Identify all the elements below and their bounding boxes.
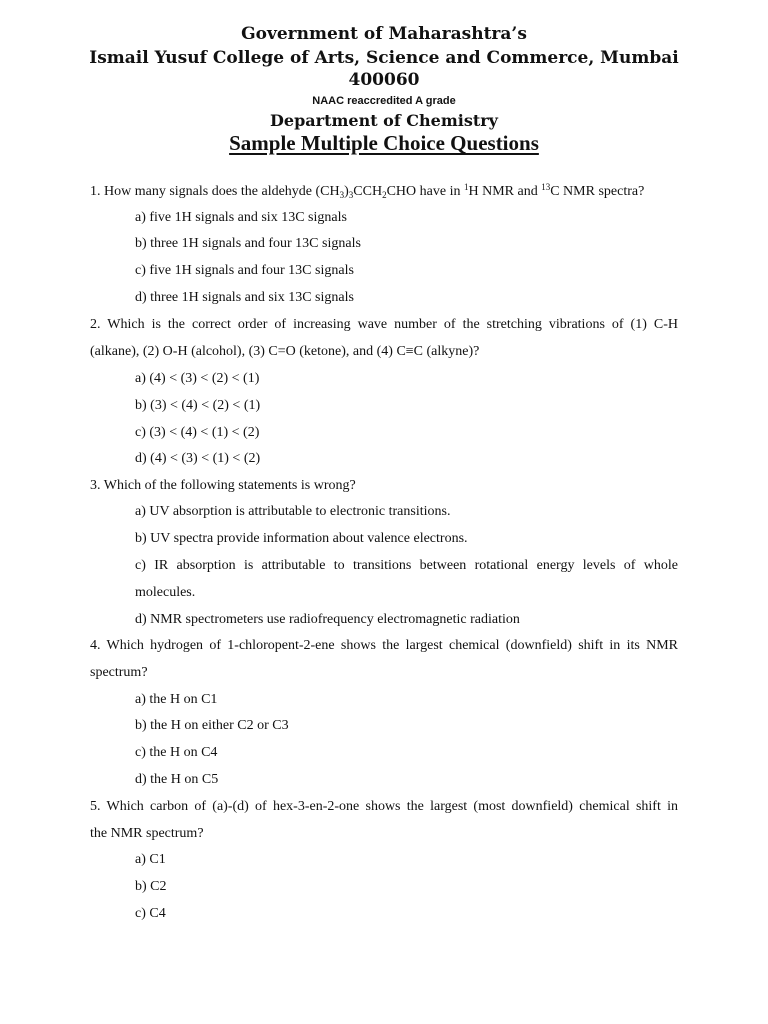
- q3-option-a: a) UV absorption is attributable to electronic transitions.: [135, 504, 451, 519]
- q3-option-b: b) UV spectra provide information about valence electrons.: [135, 531, 468, 546]
- question-5-line-2: the NMR spectrum?: [90, 826, 204, 841]
- q4-option-a: a) the H on C1: [135, 692, 218, 707]
- page-title: Sample Multiple Choice Questions: [229, 131, 539, 155]
- q4-option-c: c) the H on C4: [135, 745, 218, 760]
- q5-option-c: c) C4: [135, 906, 166, 921]
- question-5-line-1: 5. Which carbon of (a)-(d) of hex-3-en-2-one shows the largest (most downfield) chemical shift in: [90, 799, 678, 814]
- q3-option-c-line-1: c) IR absorption is attributable to transitions between rotational energy levels of whole: [135, 558, 678, 573]
- header-pincode: 400060: [348, 70, 420, 90]
- header-government: Government of Maharashtra’s: [241, 24, 527, 44]
- q1-option-b: b) three 1H signals and four 13C signals: [135, 236, 361, 251]
- question-4-line-1: 4. Which hydrogen of 1-chloropent-2-ene shows the largest chemical (downfield) shift in its NMR: [90, 638, 678, 653]
- question-2-line-2: (alkane), (2) O-H (alcohol), (3) C=O (ketone), and (4) C≡C (alkyne)?: [90, 344, 480, 359]
- q1-option-d: d) three 1H signals and six 13C signals: [135, 290, 354, 305]
- q1-option-c: c) five 1H signals and four 13C signals: [135, 263, 354, 278]
- header-college-name: Ismail Yusuf College of Arts, Science and Commerce, Mumbai: [89, 48, 679, 68]
- q2-option-c: c) (3) < (4) < (1) < (2): [135, 425, 260, 440]
- q2-option-d: d) (4) < (3) < (1) < (2): [135, 451, 261, 466]
- q4-option-b: b) the H on either C2 or C3: [135, 718, 289, 733]
- question-1: 1. How many signals does the aldehyde $(CH_3)_3CCH_2CHO$ have in $^1$H NMR and $^{13}$C NMR spectra?: [90, 182, 645, 200]
- q1-option-a: a) five 1H signals and six 13C signals: [135, 210, 347, 225]
- q3-option-c-line-2: molecules.: [135, 585, 196, 600]
- header-naac: NAAC reaccredited A grade: [312, 95, 456, 107]
- q3-option-d: d) NMR spectrometers use radiofrequency electromagnetic radiation: [135, 612, 520, 627]
- question-4-line-2: spectrum?: [90, 665, 148, 680]
- q4-option-d: d) the H on C5: [135, 772, 219, 787]
- q2-option-b: b) (3) < (4) < (2) < (1): [135, 398, 261, 413]
- q5-option-b: b) C2: [135, 879, 167, 894]
- question-3: 3. Which of the following statements is wrong?: [90, 478, 356, 493]
- question-2-line-1: 2. Which is the correct order of increasing wave number of the stretching vibrations of (1) C-H: [90, 317, 678, 332]
- q5-option-a: a) C1: [135, 852, 166, 867]
- header-department: Department of Chemistry: [270, 111, 498, 130]
- q2-option-a: a) (4) < (3) < (2) < (1): [135, 371, 260, 386]
